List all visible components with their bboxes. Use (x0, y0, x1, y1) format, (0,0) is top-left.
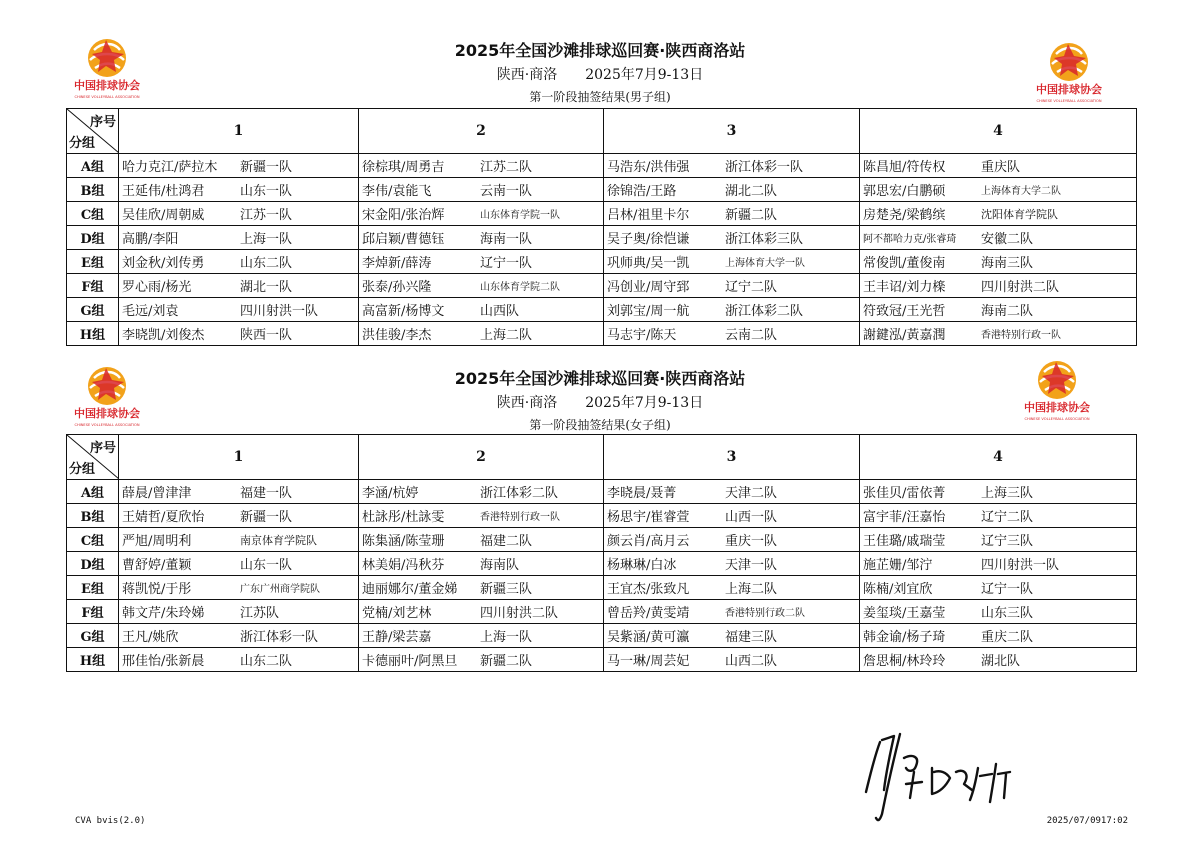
draw-cell (604, 624, 860, 648)
player-pair: 韩金谕/杨子琦 (863, 630, 946, 645)
group-row (67, 624, 1137, 648)
team-name: 上海体育大学一队 (725, 258, 805, 269)
draw-cell (604, 274, 860, 298)
team-name: 云南二队 (725, 328, 778, 343)
team-name: 重庆队 (981, 160, 1021, 175)
men-location: 陕西·商洛 (496, 67, 558, 83)
team-name: 山西一队 (725, 510, 778, 525)
player-pair: 高富新/杨博文 (362, 304, 445, 319)
player-pair: 富宇菲/汪嘉怡 (863, 510, 946, 525)
draw-cell (119, 298, 359, 322)
team-name: 重庆二队 (981, 630, 1034, 645)
team-name: 重庆一队 (725, 534, 778, 549)
group-label: C组 (67, 202, 119, 226)
draw-cell (604, 226, 860, 250)
draw-cell (604, 552, 860, 576)
player-pair: 杨琳琳/白冰 (607, 558, 677, 573)
player-pair: 王佳璐/戚瑞莹 (863, 534, 946, 549)
svg-text:中国排球协会: 中国排球协会 (74, 79, 140, 92)
player-pair: 施芷姗/邹泞 (863, 558, 933, 573)
group-row (67, 274, 1137, 298)
draw-cell (604, 298, 860, 322)
header-row (67, 109, 1137, 154)
draw-cell (604, 480, 860, 504)
team-name: 山西二队 (725, 654, 778, 669)
women-stage: 第一阶段抽签结果(女子组) (529, 418, 671, 432)
player-pair: 洪佳骏/李杰 (362, 328, 432, 343)
draw-cell (119, 178, 359, 202)
group-label: D组 (67, 552, 119, 576)
draw-cell (119, 154, 359, 178)
team-name: 安徽二队 (981, 232, 1034, 247)
team-name: 江苏二队 (480, 160, 533, 175)
draw-cell (604, 504, 860, 528)
player-pair: 党楠/刘艺林 (362, 606, 432, 621)
column-number: 4 (860, 109, 1137, 154)
team-name: 辽宁二队 (725, 280, 778, 295)
player-pair: 马一琳/周芸妃 (607, 654, 690, 669)
women-dates: 2025年7月9-13日 (585, 395, 704, 411)
header-row (67, 435, 1137, 480)
cva-logo-left-women (72, 362, 142, 432)
player-pair: 謝鍵泓/黃嘉潤 (863, 328, 946, 343)
player-pair: 冯创业/周守郅 (607, 280, 690, 295)
draw-cell (359, 178, 604, 202)
group-label: B组 (67, 504, 119, 528)
team-name: 山东三队 (981, 606, 1034, 621)
team-name: 新疆二队 (480, 654, 533, 669)
player-pair: 阿不都哈力克/张睿琦 (863, 234, 957, 245)
draw-cell (860, 576, 1137, 600)
player-pair: 房楚尧/梁鹤缤 (863, 208, 946, 223)
draw-cell (860, 250, 1137, 274)
group-row (67, 250, 1137, 274)
team-name: 沈阳体育学院队 (981, 207, 1058, 221)
women-title: 2025年全国沙滩排球巡回赛·陕西商洛站 (454, 369, 746, 388)
svg-text:CHINESE VOLLEYBALL ASSOCIATION: CHINESE VOLLEYBALL ASSOCIATION (74, 423, 140, 427)
team-name: 海南三队 (981, 256, 1034, 271)
group-label: D组 (67, 226, 119, 250)
draw-cell (119, 576, 359, 600)
player-pair: 吴佳欣/周朝威 (122, 208, 205, 223)
svg-text:中国排球协会: 中国排球协会 (1024, 401, 1090, 414)
draw-cell (359, 480, 604, 504)
draw-cell (119, 250, 359, 274)
team-name: 新疆三队 (480, 582, 533, 597)
group-label: F组 (67, 274, 119, 298)
player-pair: 王丰诏/刘力檪 (863, 280, 946, 295)
draw-cell (604, 202, 860, 226)
group-row (67, 552, 1137, 576)
team-name: 湖北队 (981, 654, 1021, 669)
team-name: 辽宁三队 (981, 534, 1034, 549)
men-subtitle (0, 64, 1200, 84)
draw-cell (860, 154, 1137, 178)
team-name: 香港特别行政一队 (480, 512, 560, 523)
player-pair: 邱启颖/曹德钰 (362, 232, 445, 247)
player-pair: 符致冠/王光哲 (863, 304, 946, 319)
player-pair: 高鹏/李阳 (122, 232, 179, 247)
player-pair: 毛远/刘袁 (122, 304, 179, 319)
men-title: 2025年全国沙滩排球巡回赛·陕西商洛站 (454, 41, 746, 60)
draw-cell (359, 226, 604, 250)
team-name: 新疆一队 (240, 510, 293, 525)
team-name: 福建一队 (240, 486, 293, 501)
draw-cell (604, 600, 860, 624)
men-draw-table (66, 108, 1137, 346)
signature (860, 728, 1030, 828)
team-name: 江苏一队 (240, 208, 293, 223)
men-stage: 第一阶段抽签结果(男子组) (529, 90, 671, 104)
team-name: 上海体育大学二队 (981, 186, 1061, 197)
draw-cell (359, 576, 604, 600)
draw-cell (860, 322, 1137, 346)
draw-cell (604, 178, 860, 202)
cva-logo-left-men (72, 34, 142, 104)
team-name: 天津一队 (725, 558, 778, 573)
player-pair: 徐棕琪/周勇吉 (362, 160, 445, 175)
draw-cell (860, 648, 1137, 672)
team-name: 山东一队 (240, 184, 293, 199)
group-row (67, 600, 1137, 624)
player-pair: 马志宇/陈天 (607, 328, 677, 343)
player-pair: 吴紫涵/黄可瀛 (607, 630, 690, 645)
player-pair: 李焯新/薛涛 (362, 256, 432, 271)
team-name: 辽宁一队 (981, 582, 1034, 597)
player-pair: 姜玺琰/王嘉莹 (863, 606, 946, 621)
cva-logo-right-women (1022, 356, 1092, 426)
team-name: 上海一队 (480, 630, 533, 645)
team-name: 山西队 (480, 304, 520, 319)
team-name: 山东体育学院二队 (480, 282, 560, 293)
team-name: 海南一队 (480, 232, 533, 247)
player-pair: 王婧哲/夏欣怡 (122, 510, 205, 525)
team-name: 香港特别行政二队 (725, 608, 805, 619)
player-pair: 韩文芹/朱玲娣 (122, 606, 205, 621)
player-pair: 杜詠彤/杜詠雯 (362, 510, 445, 525)
team-name: 海南队 (480, 558, 520, 573)
team-name: 辽宁一队 (480, 256, 533, 271)
player-pair: 曹舒婷/董颖 (122, 558, 192, 573)
draw-cell (604, 648, 860, 672)
svg-text:中国排球协会: 中国排球协会 (74, 407, 140, 420)
group-row (67, 648, 1137, 672)
player-pair: 詹思桐/林玲玲 (863, 654, 946, 669)
team-name: 辽宁二队 (981, 510, 1034, 525)
draw-cell (359, 504, 604, 528)
draw-cell (119, 528, 359, 552)
draw-cell (359, 154, 604, 178)
column-number: 4 (860, 435, 1137, 480)
group-row (67, 178, 1137, 202)
column-number: 1 (119, 435, 359, 480)
draw-cell (119, 226, 359, 250)
player-pair: 陈昌旭/符传权 (863, 160, 946, 175)
team-name: 天津二队 (725, 486, 778, 501)
draw-cell (119, 322, 359, 346)
team-name: 四川射洪二队 (480, 606, 559, 621)
team-name: 香港特别行政一队 (981, 330, 1061, 341)
group-row (67, 298, 1137, 322)
team-name: 浙江体彩二队 (725, 304, 804, 319)
player-pair: 马浩东/洪伟强 (607, 160, 690, 175)
player-pair: 刘郭宝/周一航 (607, 304, 690, 319)
footer-timestamp: 2025/07/0917:02 (1046, 816, 1128, 826)
player-pair: 陈集涵/陈莹珊 (362, 534, 445, 549)
draw-cell (359, 552, 604, 576)
draw-cell (860, 480, 1137, 504)
player-pair: 宋金阳/张治辉 (362, 208, 445, 223)
women-location: 陕西·商洛 (496, 395, 558, 411)
team-name: 云南一队 (480, 184, 533, 199)
player-pair: 王静/梁芸嘉 (362, 630, 432, 645)
group-row (67, 154, 1137, 178)
player-pair: 李晓晨/聂菁 (607, 486, 677, 501)
team-name: 陕西一队 (240, 328, 293, 343)
column-number: 1 (119, 109, 359, 154)
draw-cell (359, 600, 604, 624)
player-pair: 卡德丽叶/阿黑旦 (362, 654, 458, 669)
team-name: 南京体育学院队 (240, 533, 317, 547)
corner-cell (67, 435, 119, 480)
draw-cell (604, 576, 860, 600)
men-dates: 2025年7月9-13日 (585, 67, 704, 83)
team-name: 浙江体彩三队 (725, 232, 804, 247)
player-pair: 曾岳羚/黄雯靖 (607, 606, 690, 621)
draw-cell (119, 552, 359, 576)
group-row (67, 504, 1137, 528)
draw-cell (359, 202, 604, 226)
svg-text:CHINESE VOLLEYBALL ASSOCIATION: CHINESE VOLLEYBALL ASSOCIATION (74, 95, 140, 99)
team-name: 四川射洪二队 (981, 280, 1060, 295)
team-name: 新疆一队 (240, 160, 293, 175)
group-label: A组 (67, 154, 119, 178)
player-pair: 李伟/袁能飞 (362, 184, 432, 199)
column-number: 2 (359, 109, 604, 154)
player-pair: 张泰/孙兴隆 (362, 280, 432, 295)
draw-cell (860, 600, 1137, 624)
draw-cell (359, 298, 604, 322)
team-name: 山东二队 (240, 654, 293, 669)
team-name: 湖北二队 (725, 184, 778, 199)
draw-cell (359, 322, 604, 346)
draw-cell (359, 274, 604, 298)
group-label: G组 (67, 624, 119, 648)
player-pair: 颜云肖/高月云 (607, 534, 690, 549)
player-pair: 巩师典/吴一凯 (607, 256, 690, 271)
column-number: 3 (604, 109, 860, 154)
player-pair: 林美娟/冯秋芬 (362, 558, 445, 573)
team-name: 福建三队 (725, 630, 778, 645)
player-pair: 李晓凯/刘俊杰 (122, 328, 205, 343)
column-number: 2 (359, 435, 604, 480)
player-pair: 王宜杰/张致凡 (607, 582, 690, 597)
draw-cell (119, 648, 359, 672)
draw-cell (359, 624, 604, 648)
group-label: E组 (67, 576, 119, 600)
group-row (67, 202, 1137, 226)
draw-cell (860, 528, 1137, 552)
group-row (67, 480, 1137, 504)
corner-group-label: 分组 (69, 136, 96, 151)
svg-text:CHINESE VOLLEYBALL ASSOCIATION: CHINESE VOLLEYBALL ASSOCIATION (1024, 417, 1090, 421)
women-draw-table (66, 434, 1137, 672)
group-label: E组 (67, 250, 119, 274)
draw-cell (860, 178, 1137, 202)
player-pair: 吕林/祖里卡尔 (607, 208, 690, 223)
group-label: A组 (67, 480, 119, 504)
player-pair: 哈力克江/萨拉木 (122, 160, 218, 175)
corner-seq-label: 序号 (89, 441, 116, 456)
draw-cell (119, 600, 359, 624)
corner-group-label: 分组 (69, 462, 96, 477)
draw-cell (604, 528, 860, 552)
team-name: 浙江体彩二队 (480, 486, 559, 501)
player-pair: 李涵/杭婷 (362, 486, 419, 501)
player-pair: 陈楠/刘宜欣 (863, 582, 933, 597)
draw-cell (359, 648, 604, 672)
player-pair: 吴子奥/徐恺谦 (607, 232, 690, 247)
group-label: F组 (67, 600, 119, 624)
draw-cell (119, 274, 359, 298)
player-pair: 邢佳怡/张新晨 (122, 654, 205, 669)
draw-cell (119, 480, 359, 504)
team-name: 浙江体彩一队 (725, 160, 804, 175)
team-name: 福建二队 (480, 534, 533, 549)
player-pair: 严旭/周明利 (122, 534, 192, 549)
player-pair: 罗心雨/杨光 (122, 280, 192, 295)
player-pair: 郭思宏/白鹏硕 (863, 184, 946, 199)
group-row (67, 226, 1137, 250)
draw-cell (119, 624, 359, 648)
group-label: C组 (67, 528, 119, 552)
group-label: H组 (67, 648, 119, 672)
group-row (67, 576, 1137, 600)
player-pair: 刘金秋/刘传勇 (122, 256, 205, 271)
team-name: 江苏队 (240, 606, 280, 621)
draw-cell (860, 552, 1137, 576)
draw-cell (860, 202, 1137, 226)
player-pair: 薛晨/曾津津 (122, 486, 192, 501)
team-name: 海南二队 (981, 304, 1034, 319)
corner-seq-label: 序号 (89, 115, 116, 130)
group-label: H组 (67, 322, 119, 346)
group-row (67, 322, 1137, 346)
player-pair: 徐锦浩/王路 (607, 184, 677, 199)
draw-cell (860, 298, 1137, 322)
player-pair: 蒋凯悦/于彤 (122, 582, 192, 597)
group-label: B组 (67, 178, 119, 202)
team-name: 广东广州商学院队 (240, 584, 320, 595)
draw-cell (119, 504, 359, 528)
column-number: 3 (604, 435, 860, 480)
draw-cell (119, 202, 359, 226)
player-pair: 杨思宇/崔睿萱 (607, 510, 690, 525)
svg-text:中国排球协会: 中国排球协会 (1036, 83, 1102, 96)
corner-cell (67, 109, 119, 154)
footer-version: CVA bvis(2.0) (75, 816, 146, 826)
group-label: G组 (67, 298, 119, 322)
team-name: 上海三队 (981, 486, 1034, 501)
team-name: 上海二队 (480, 328, 533, 343)
draw-cell (860, 504, 1137, 528)
women-subtitle (0, 392, 1200, 412)
draw-cell (604, 250, 860, 274)
team-name: 上海一队 (240, 232, 293, 247)
team-name: 湖北一队 (240, 280, 293, 295)
draw-cell (860, 274, 1137, 298)
team-name: 山东二队 (240, 256, 293, 271)
draw-cell (359, 528, 604, 552)
team-name: 新疆二队 (725, 208, 778, 223)
player-pair: 常俊凯/董俊南 (863, 256, 946, 271)
player-pair: 王凡/姚欣 (122, 630, 179, 645)
player-pair: 张佳贝/雷依菁 (863, 486, 946, 501)
draw-cell (359, 250, 604, 274)
player-pair: 迪丽娜尔/董金娣 (362, 582, 458, 597)
svg-text:CHINESE VOLLEYBALL ASSOCIATION: CHINESE VOLLEYBALL ASSOCIATION (1036, 99, 1102, 103)
team-name: 四川射洪一队 (981, 558, 1060, 573)
team-name: 四川射洪一队 (240, 304, 319, 319)
draw-cell (604, 154, 860, 178)
player-pair: 王延伟/杜鸿君 (122, 184, 205, 199)
draw-cell (604, 322, 860, 346)
team-name: 上海二队 (725, 582, 778, 597)
draw-cell (860, 226, 1137, 250)
group-row (67, 528, 1137, 552)
cva-logo-right-men (1034, 38, 1104, 108)
team-name: 山东体育学院一队 (480, 210, 560, 221)
team-name: 山东一队 (240, 558, 293, 573)
draw-cell (860, 624, 1137, 648)
team-name: 浙江体彩一队 (240, 630, 319, 645)
